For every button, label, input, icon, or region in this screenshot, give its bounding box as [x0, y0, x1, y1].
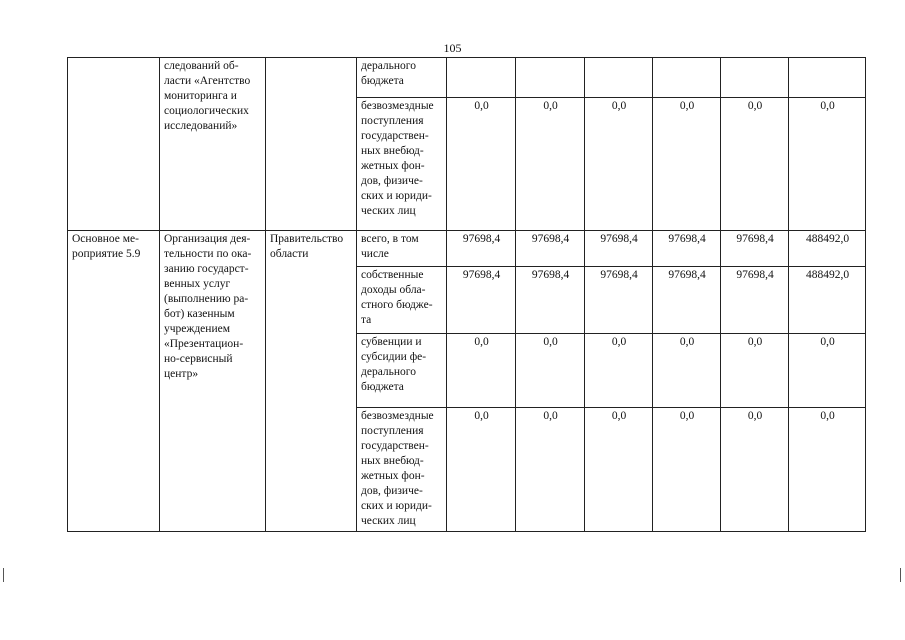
- value-cell: 0,0: [789, 98, 866, 231]
- value-cell: [653, 58, 721, 98]
- value-cell: 97698,4: [585, 267, 653, 334]
- value-cell: 488492,0: [789, 267, 866, 334]
- value-cell: 97698,4: [721, 231, 789, 267]
- value-cell: 0,0: [447, 98, 516, 231]
- value-cell: 97698,4: [447, 231, 516, 267]
- value-cell: [721, 58, 789, 98]
- funding-source-cell: дерального бюджета: [357, 58, 447, 98]
- value-cell: 0,0: [721, 408, 789, 532]
- value-cell: 0,0: [447, 334, 516, 408]
- funding-source-cell: всего, в том числе: [357, 231, 447, 267]
- name-cell: Организация дея- тельности по ока- занию государст- венных услуг (выполнению ра- бот) казенным учреждением «Презентацион- но-сервисный центр»: [160, 231, 266, 532]
- value-cell: 0,0: [585, 408, 653, 532]
- value-cell: [585, 58, 653, 98]
- name-cell: следований об- ласти «Агентство мониторинга и социологических исследований»: [160, 58, 266, 231]
- value-cell: 0,0: [516, 408, 585, 532]
- measure-cell: Основное ме- роприятие 5.9: [68, 231, 160, 532]
- table-row: [68, 231, 866, 267]
- value-cell: 0,0: [721, 98, 789, 231]
- value-cell: 0,0: [585, 98, 653, 231]
- value-cell: 488492,0: [789, 231, 866, 267]
- value-cell: 0,0: [516, 98, 585, 231]
- value-cell: 97698,4: [653, 267, 721, 334]
- table-row: [68, 58, 866, 98]
- measure-cell: [68, 58, 160, 231]
- budget-table: [67, 57, 866, 532]
- value-cell: 97698,4: [653, 231, 721, 267]
- value-cell: [516, 58, 585, 98]
- value-cell: [789, 58, 866, 98]
- value-cell: 97698,4: [447, 267, 516, 334]
- value-cell: 97698,4: [516, 231, 585, 267]
- value-cell: 0,0: [653, 98, 721, 231]
- funding-source-cell: безвозмездные поступления государствен- ных внебюд- жетных фон- дов, физиче- ских и юриди- ческих лиц: [357, 98, 447, 231]
- value-cell: 97698,4: [721, 267, 789, 334]
- value-cell: 0,0: [653, 334, 721, 408]
- value-cell: 0,0: [789, 334, 866, 408]
- page-number: 105: [443, 41, 462, 55]
- value-cell: 0,0: [653, 408, 721, 532]
- funding-source-cell: субвенции и субсидии фе- дерального бюджета: [357, 334, 447, 408]
- value-cell: 0,0: [721, 334, 789, 408]
- responsible-cell: [266, 58, 357, 231]
- value-cell: [447, 58, 516, 98]
- value-cell: 97698,4: [585, 231, 653, 267]
- margin-mark-left: [3, 568, 4, 582]
- value-cell: 0,0: [789, 408, 866, 532]
- value-cell: 97698,4: [516, 267, 585, 334]
- funding-source-cell: собственные доходы обла- стного бюдже- та: [357, 267, 447, 334]
- margin-mark-right: [900, 568, 901, 582]
- value-cell: 0,0: [516, 334, 585, 408]
- value-cell: 0,0: [585, 334, 653, 408]
- funding-source-cell: безвозмездные поступления государствен- ных внебюд- жетных фон- дов, физиче- ских и юриди- ческих лиц: [357, 408, 447, 532]
- value-cell: 0,0: [447, 408, 516, 532]
- responsible-cell: Правительство области: [266, 231, 357, 532]
